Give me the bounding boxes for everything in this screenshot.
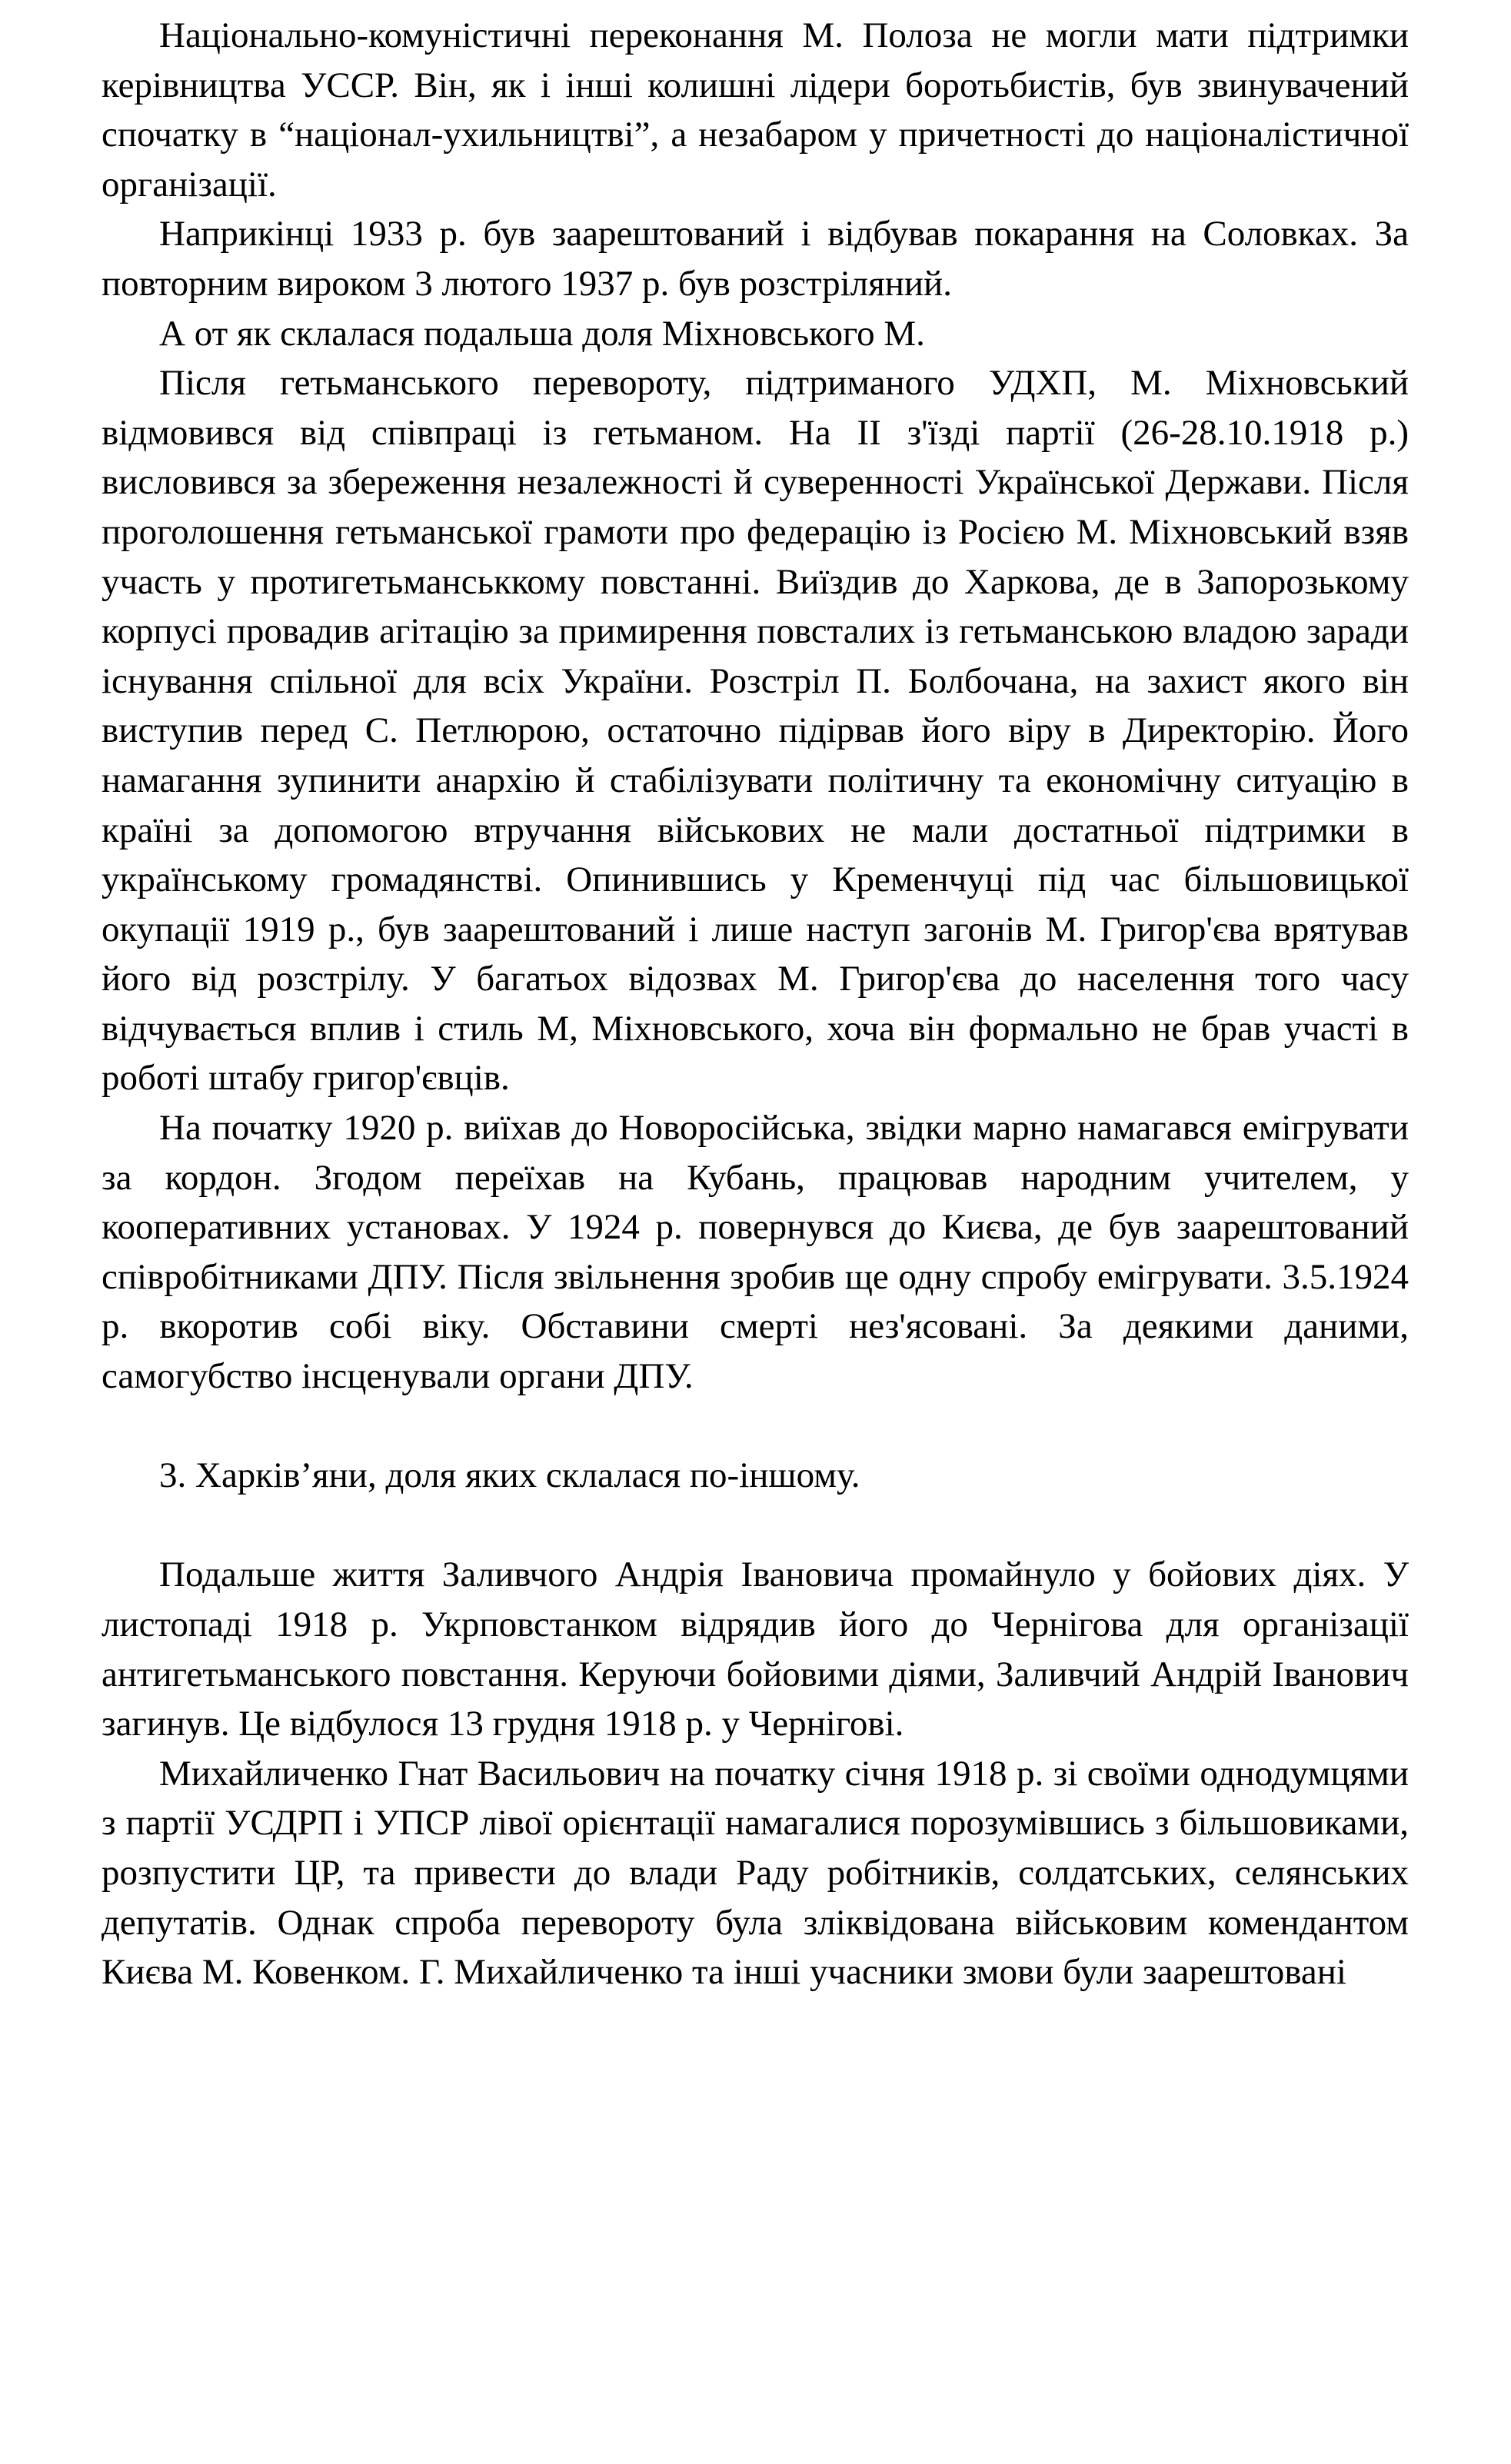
paragraph-mikhnovsky-1920: На початку 1920 р. виїхав до Новоросійська, звідки марно намагався емігрувати за кордон. Згодом переїхав на Кубань, працював народним учителем, у кооперативних установах. У 1924 р. повернувся до Києва, де був заарештований співробітниками ДПУ. Після звільнення зробив ще одну спробу емігрувати. 3.5.1924 р. вкоротив собі віку. Обставини смерті нез'ясовані. За деякими даними, самогубство інсценували органи ДПУ. (102, 1108, 1409, 1397)
document-page (102, 11, 1409, 1997)
paragraph-polozov-beliefs: Національно-комуністичні переконання М. Полоза не могли мати підтримки керівництва УССР. Він, як і інші колишні лідери боротьбистів, був звинувачений спочатку в “націонал-ухильництві”, а незабаром у причетності до націоналістичної організації. (102, 15, 1409, 205)
section-heading: 3. Харків’яни, доля яких склалася по-іншому. (159, 1455, 860, 1496)
paragraph-zalyvchy: Подальше життя Заливчого Андрія Івановича промайнуло у бойових діях. У листопаді 1918 р. Укрповстанком відрядив його до Чернігова для організації антигетьманського повстання. Керуючи бойовими діями, Заливчий Андрій Іванович загинув. Це відбулося 13 грудня 1918 р. у Чернігові. (102, 1555, 1409, 1744)
paragraph-polozov-arrest: Наприкінці 1933 р. був заарештований і відбував покарання на Соловках. За повторним вироком 3 лютого 1937 р. був розстріляний. (102, 214, 1409, 304)
paragraph-mikhnovsky-coup: Після гетьманського перевороту, підтриманого УДХП, М. Міхновський відмовився від співпраці із гетьманом. На ІІ з'їзді партії (26-28.10.1918 р.) висловився за збереження незалежності й суверенності Української Держави. Після проголошення гетьманської грамоти про федерацію із Росією М. Міхновський взяв участь у протигетьманськкому повстанні. Виїздив до Харкова, де в Запорозькому корпусі провадив агітацію за примирення повсталих із гетьманською владою заради існування спільної для всіх України. Розстріл П. Болбочана, на захист якого він виступив перед С. Петлюрою, остаточно підірвав його віру в Директорію. Його намагання зупинити анархію й стабілізувати політичну та економічну ситуацію в країні за допомогою втручання військових не мали достатньої підтримки в українському громадянстві. Опинившись у Кременчуці під час більшовицької окупації 1919 р., був заарештований і лише наступ загонів М. Григор'єва врятував його від розстрілу. У багатьох відозвах М. Григор'єва до населення того часу відчувається вплив і стиль М, Міхновського, хоча він формально не брав участі в роботі штабу григор'євців. (102, 363, 1409, 1099)
paragraph-mikhnovsky-intro: А от як склалася подальша доля Міхновського М. (159, 313, 925, 354)
paragraph-mykhailychenko: Михайличенко Гнат Васильович на початку січня 1918 р. зі своїми однодумцями з партії УСДРП і УПСР лівої орієнтації намагалися порозумівшись з більшовиками, розпустити ЦР, та привести до влади Раду робітників, солдатських, селянських депутатів. Однак спроба перевороту була зліквідована військовим комендантом Києва М. Ковенком. Г. Михайличенко та інші учасники змови були заарештовані (102, 1753, 1409, 1993)
